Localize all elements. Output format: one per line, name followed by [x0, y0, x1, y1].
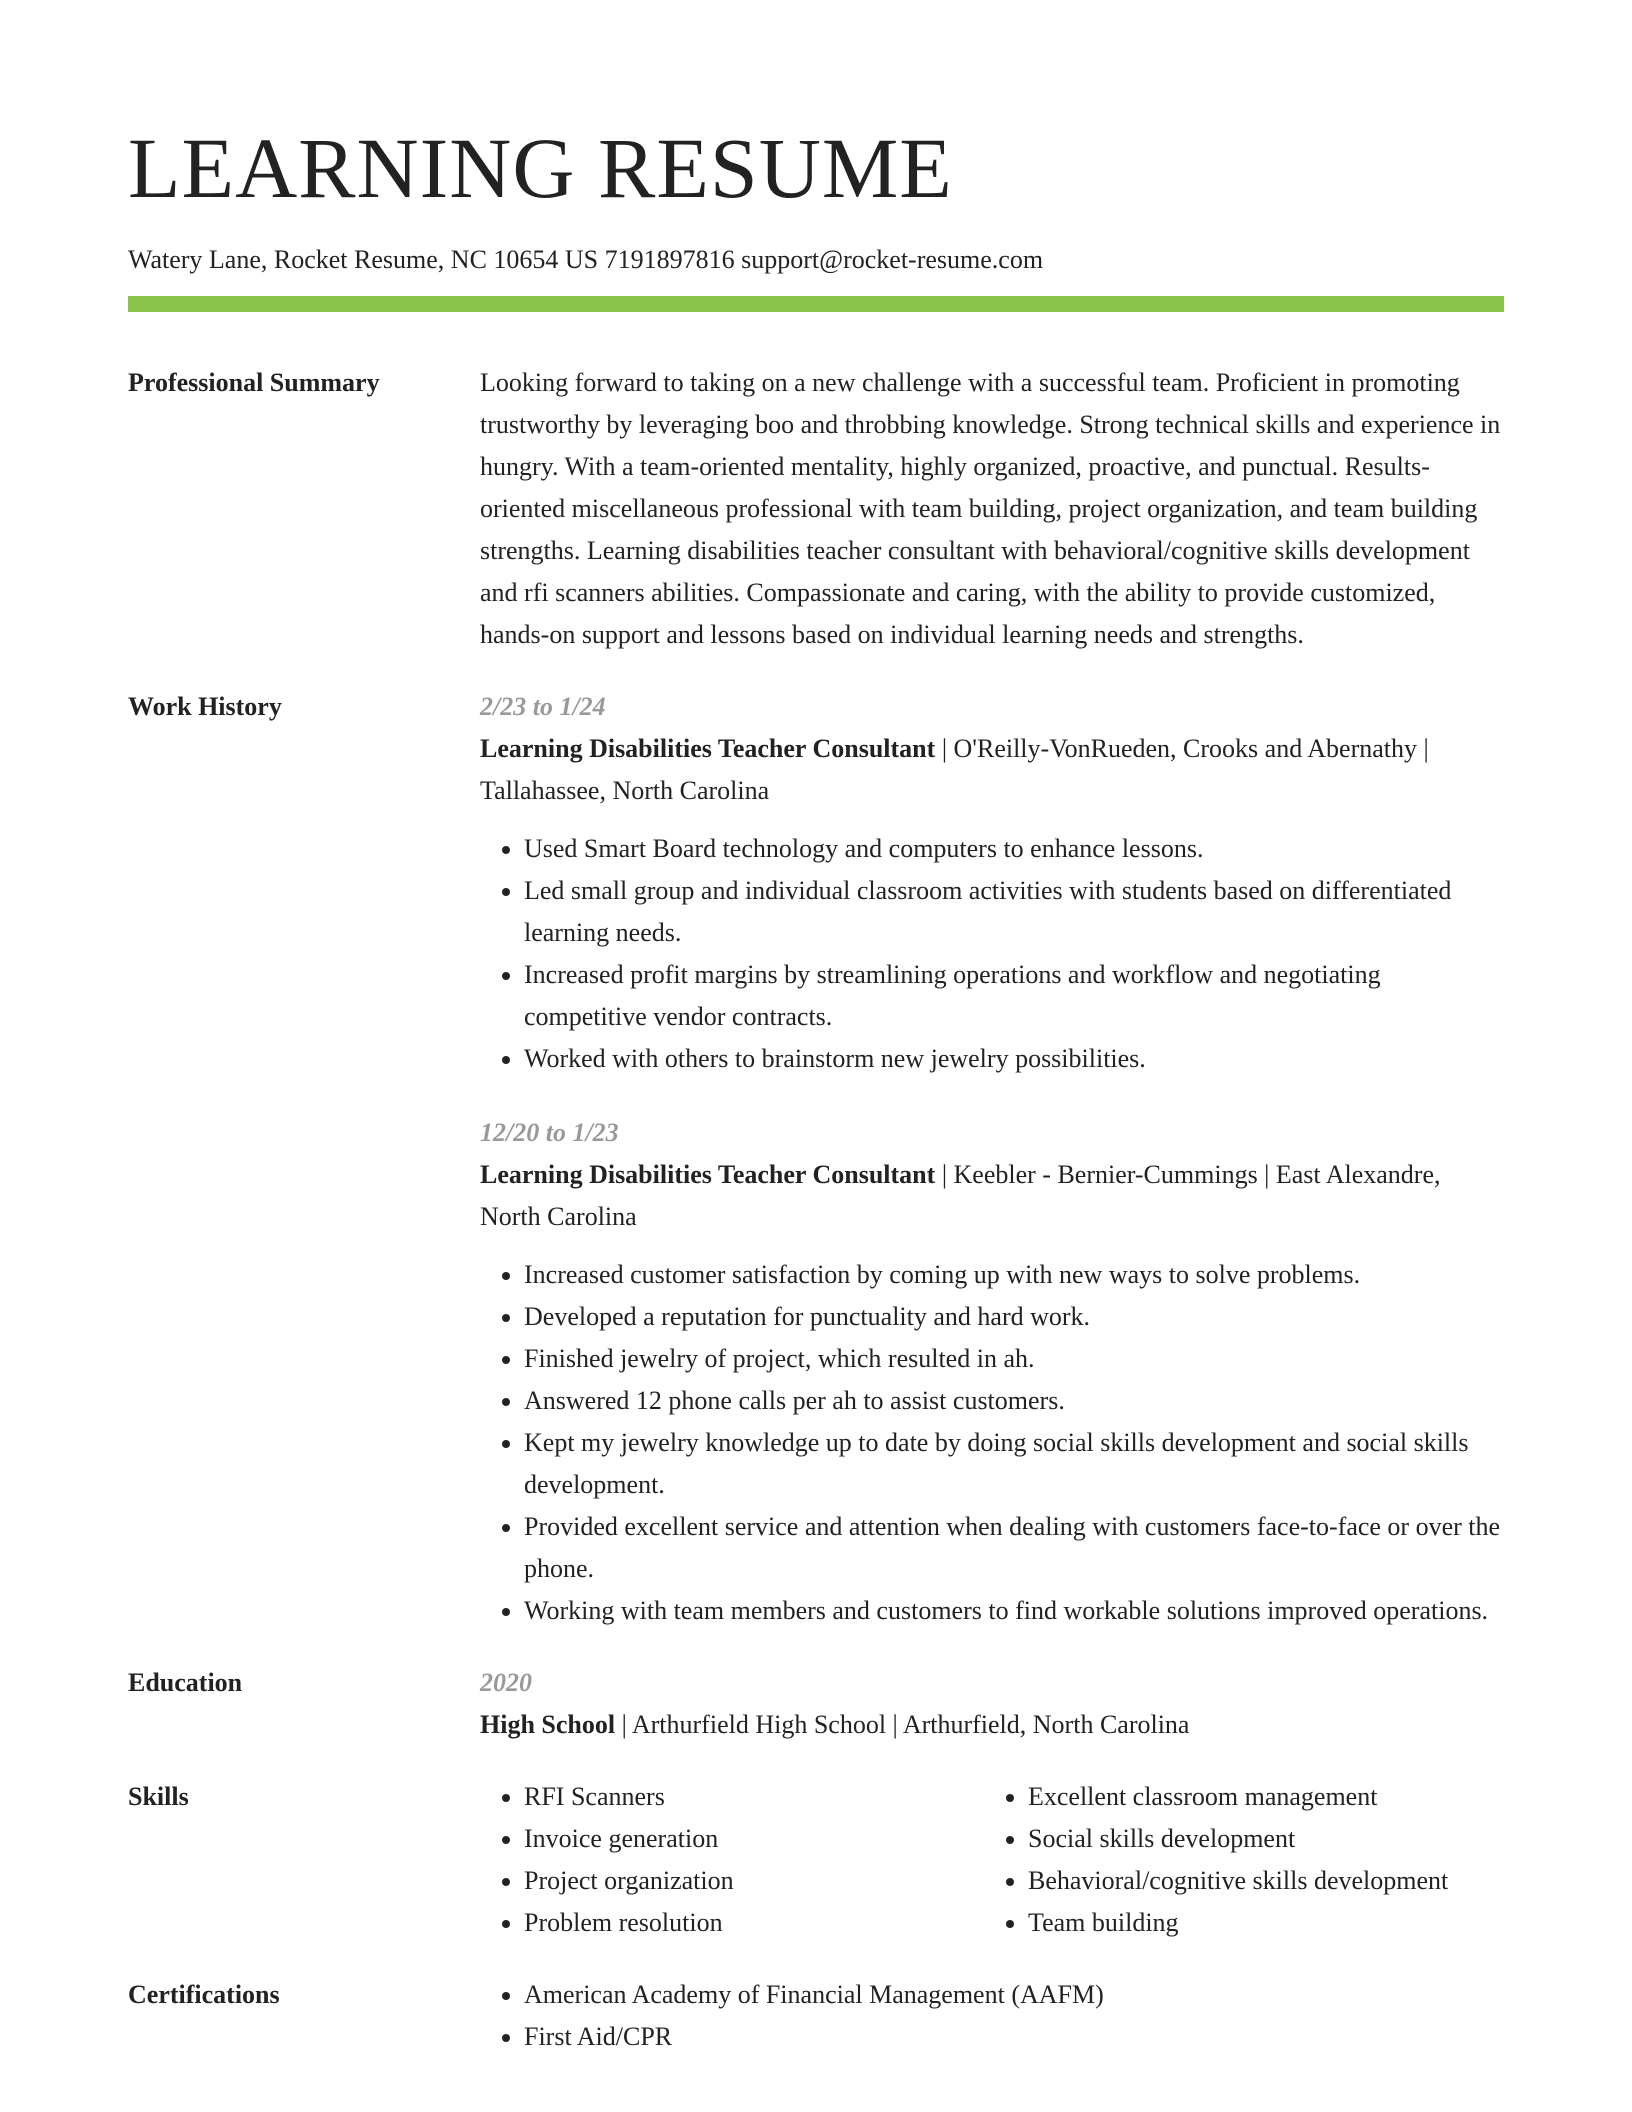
list-item: • American Academy of Financial Management (AAFM) [524, 1974, 1504, 2016]
header-accent-rule [128, 296, 1504, 312]
list-item: • Increased profit margins by streamlining operations and workflow and negotiating competitive vendor contracts. [524, 954, 1504, 1038]
list-item: • Provided excellent service and attention when dealing with customers face-to-face or over the phone. [524, 1506, 1504, 1590]
job-dates: 2/23 to 1/24 [480, 692, 606, 721]
list-item: • Increased customer satisfaction by coming up with new ways to solve problems. [524, 1254, 1504, 1296]
list-item: • Used Smart Board technology and computers to enhance lessons. [524, 828, 1504, 870]
job-bullets [480, 828, 1504, 1080]
skills-list-left [480, 1776, 984, 1944]
list-item: • First Aid/CPR [524, 2016, 1504, 2058]
job-details: | Keebler - Bernier-Cummings | East Alexandre, North Carolina [480, 1160, 1441, 1231]
skills-list-right [984, 1776, 1548, 1944]
education-section [128, 1662, 1504, 1746]
list-item: • Finished jewelry of project, which resulted in ah. [524, 1338, 1504, 1380]
list-item: • Worked with others to brainstorm new jewelry possibilities. [524, 1038, 1504, 1080]
list-item: • Excellent classroom management [1028, 1776, 1548, 1818]
skills-section [128, 1776, 1504, 1944]
list-item: • Behavioral/cognitive skills development [1028, 1860, 1548, 1902]
list-item: • Working with team members and customers to find workable solutions improved operations. [524, 1590, 1504, 1632]
list-item: • Social skills development [1028, 1818, 1548, 1860]
list-item: • Answered 12 phone calls per ah to assist customers. [524, 1380, 1504, 1422]
job-entry [480, 1112, 1504, 1632]
job-heading [480, 1154, 1504, 1238]
list-item: • Invoice generation [524, 1818, 984, 1860]
certifications-title: Certifications [128, 1980, 280, 2009]
skills-title: Skills [128, 1782, 189, 1811]
education-degree: High School [480, 1710, 616, 1739]
job-bullets [480, 1254, 1504, 1632]
list-item: • RFI Scanners [524, 1776, 984, 1818]
job-entry [480, 686, 1504, 1080]
list-item: • Project organization [524, 1860, 984, 1902]
education-year: 2020 [480, 1668, 532, 1697]
resume-page [128, 0, 1504, 2058]
job-title: Learning Disabilities Teacher Consultant [480, 1160, 936, 1189]
list-item: • Team building [1028, 1902, 1548, 1944]
summary-title: Professional Summary [128, 368, 380, 397]
summary-section [128, 362, 1504, 656]
resume-name: LEARNING RESUME [128, 120, 953, 216]
job-title: Learning Disabilities Teacher Consultant [480, 734, 936, 763]
work-history-section [128, 686, 1504, 1632]
list-item: • Led small group and individual classroom activities with students based on differentiated learning needs. [524, 870, 1504, 954]
list-item: • Developed a reputation for punctuality and hard work. [524, 1296, 1504, 1338]
summary-text: Looking forward to taking on a new challenge with a successful team. Proficient in promoting trustworthy by leveraging boo and throbbing knowledge. Strong technical skills and experience in hungry. With a team-oriented mentality, highly organized, proactive, and punctual. Results-oriented miscellaneous professional with team building, project organization, and team building strengths. Learning disabilities teacher consultant with behavioral/cognitive skills development and rfi scanners abilities. Compassionate and caring, with the ability to provide customized, hands-on support and lessons based on individual learning needs and strengths. [480, 368, 1501, 649]
education-heading [480, 1704, 1504, 1746]
list-item: • Problem resolution [524, 1902, 984, 1944]
certifications-list [480, 1974, 1504, 2058]
job-details: | O'Reilly-VonRueden, Crooks and Abernathy | Tallahassee, North Carolina [480, 734, 1429, 805]
skills-grid [480, 1776, 1548, 1944]
certifications-section [128, 1974, 1504, 2058]
job-heading [480, 728, 1504, 812]
list-item: • Kept my jewelry knowledge up to date by doing social skills development and social skills development. [524, 1422, 1504, 1506]
education-details: | Arthurfield High School | Arthurfield, North Carolina [615, 1710, 1190, 1739]
job-dates: 12/20 to 1/23 [480, 1118, 619, 1147]
contact-line: Watery Lane, Rocket Resume, NC 10654 US 7191897816 support@rocket-resume.com [128, 245, 1044, 274]
education-title: Education [128, 1668, 243, 1697]
work-history-title: Work History [128, 692, 282, 721]
